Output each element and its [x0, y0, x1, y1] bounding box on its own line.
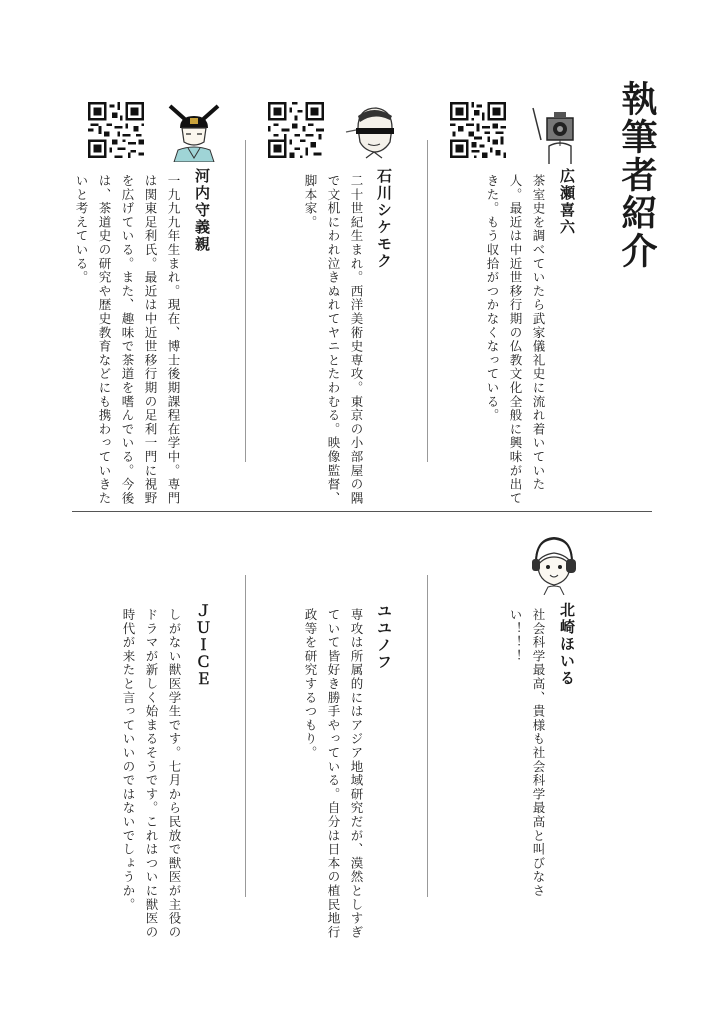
column-divider: [427, 575, 428, 897]
author-name: 河内守義親: [193, 168, 211, 253]
author-bio: 茶室史を調べていたら武家儀礼史に流れ着いていた人。最近は中近世移行期の仏教文化全般に興味が出てきた。もう収拾がつかなくなっている。: [485, 174, 546, 506]
samurai-helmet-icon: [166, 102, 222, 162]
column-divider: [245, 575, 246, 897]
author-bio: 二十世紀生まれ。西洋美術史専攻。東京の小部屋の隅で文机にわれ泣きぬれてヤニとたわむる。映像監督、脚本家。: [303, 174, 364, 506]
author-name: 石川シケモク: [375, 168, 393, 270]
author-name: 北崎ほいる: [558, 602, 576, 687]
author-bio: しがない獣医学生です。七月から民放で獣医が主役のドラマが新しく始まるそうです。これはついに獣医の時代が来たと言っていいのではないでしょうか。: [121, 608, 182, 940]
column-divider: [245, 140, 246, 462]
author-name: ＪＵＩＣＥ: [194, 603, 212, 688]
author-bio: 社会科学最高、貴様も社会科学最高と叫びなさい！！！: [508, 608, 546, 898]
headphone-girl-icon: [524, 535, 584, 595]
author-bio: 一九九九年生まれ。現在、博士後期課程在学中。専門は関東足利氏。最近は中近世移行期の足利一門に視野を広げている。また、趣味で茶道を嗜んでいる。今後は、茶道史の研究や歴史教育などにも携わっていきたいと考えている。: [74, 174, 181, 506]
author-name: 広瀬喜六: [558, 168, 576, 236]
author-bio: 専攻は所属的にはアジア地域研究だが、漠然としすぎていて皆好き勝手やっている。自分は日本の植民地行政等を研究するつもり。: [303, 608, 364, 940]
author-name: ユユノフ: [375, 603, 393, 671]
qr-code-icon[interactable]: [268, 102, 324, 158]
qr-code-icon[interactable]: [88, 102, 144, 158]
camera-head-figure-icon: [527, 104, 587, 164]
masked-face-icon: [344, 102, 404, 162]
page-title: 執筆者紹介: [616, 80, 658, 270]
column-divider: [427, 140, 428, 462]
qr-code-icon[interactable]: [450, 102, 506, 158]
